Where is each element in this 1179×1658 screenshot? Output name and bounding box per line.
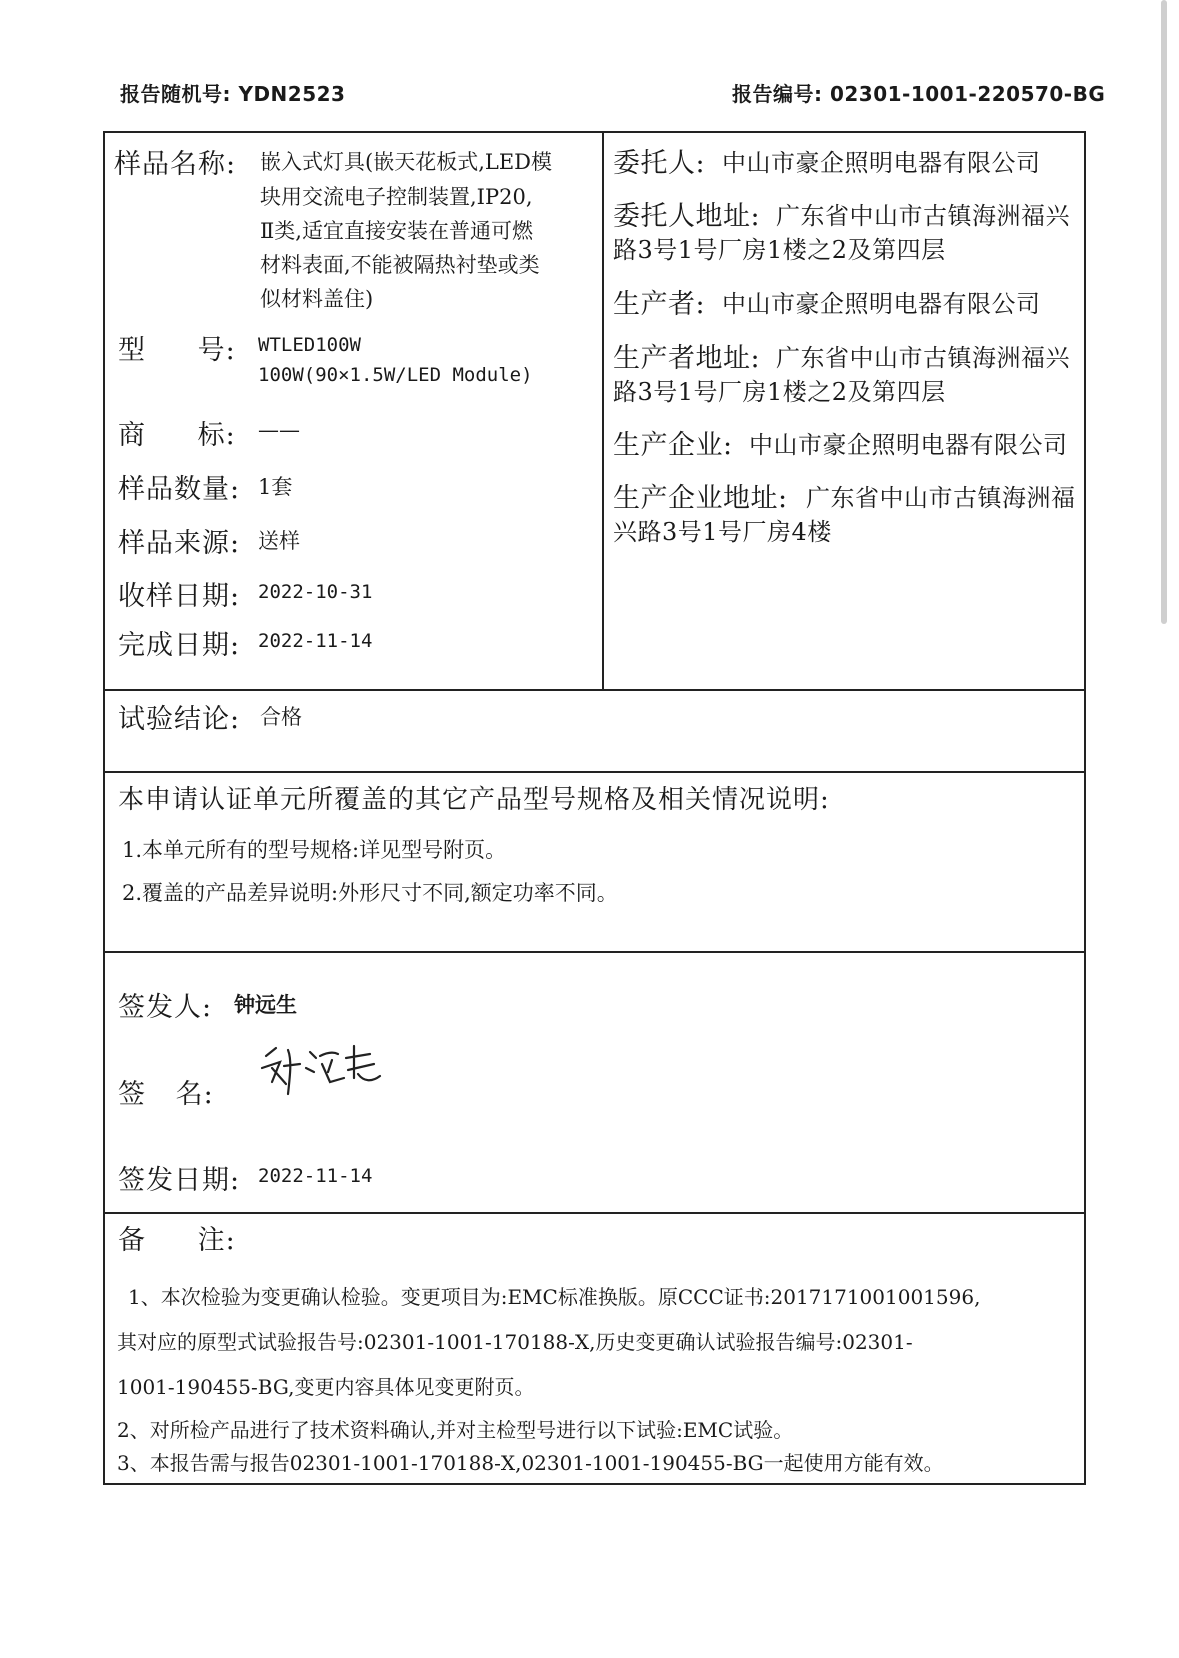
sample-name-line: 似材料盖住) xyxy=(260,287,374,311)
client-address-label: 委托人地址: xyxy=(613,201,761,232)
coverage-title: 本申请认证单元所覆盖的其它产品型号规格及相关情况说明: xyxy=(118,785,830,815)
row-divider xyxy=(103,771,1084,773)
conclusion-value: 合格 xyxy=(260,705,302,729)
model-line: WTLED100W xyxy=(258,334,361,356)
factory-address-label: 生产企业地址: xyxy=(613,483,788,514)
report-number xyxy=(732,78,1105,107)
quantity-value: 1套 xyxy=(258,475,293,499)
handwritten-signature xyxy=(258,1038,388,1098)
model-line: 100W(90×1.5W/LED Module) xyxy=(258,364,533,386)
remark-line: 3、本报告需与报告02301-1001-170188-X,02301-1001-190455-BG一起使用方能有效。 xyxy=(117,1451,944,1475)
model-label: 型 号: xyxy=(118,335,236,366)
issuer-value: 钟远生 xyxy=(234,993,297,1017)
sample-name-line: 材料表面,不能被隔热衬垫或类 xyxy=(260,253,540,277)
factory-label: 生产企业: xyxy=(613,430,733,461)
client-address-line: 广东省中山市古镇海洲福兴 xyxy=(776,202,1070,230)
producer-address-line: 路3号1号厂房1楼之2及第四层 xyxy=(613,378,946,406)
factory-value: 中山市豪企照明电器有限公司 xyxy=(749,431,1068,459)
client-label: 委托人: xyxy=(613,148,706,179)
producer-value: 中山市豪企照明电器有限公司 xyxy=(722,290,1041,318)
producer-label: 生产者: xyxy=(613,289,706,320)
scrollbar[interactable] xyxy=(1161,0,1167,624)
remarks-label: 备 注: xyxy=(118,1225,236,1256)
report-number-label: 报告编号: xyxy=(732,82,823,106)
factory-address-line: 兴路3号1号厂房4楼 xyxy=(613,518,832,546)
source-label: 样品来源: xyxy=(118,528,241,559)
sample-name-line: 块用交流电子控制装置,IP20, xyxy=(260,185,533,209)
trademark-label: 商 标: xyxy=(118,420,236,451)
random-number-value: YDN2523 xyxy=(238,82,346,106)
sample-name-line: Ⅱ类,适宜直接安装在普通可燃 xyxy=(260,219,533,243)
factory-address-line: 广东省中山市古镇海洲福 xyxy=(806,484,1076,512)
sample-name-line: 嵌入式灯具(嵌天花板式,LED模 xyxy=(260,150,552,174)
completed-date-label: 完成日期: xyxy=(118,630,241,661)
remark-line: 其对应的原型式试验报告号:02301-1001-170188-X,历史变更确认试验报告编号:02301- xyxy=(117,1330,913,1354)
sample-name-label: 样品名称: xyxy=(114,149,237,180)
row-divider xyxy=(103,1212,1084,1214)
coverage-item: 1.本单元所有的型号规格:详见型号附页。 xyxy=(122,838,507,862)
client-address-line: 路3号1号厂房1楼之2及第四层 xyxy=(613,236,946,264)
remark-line: 1、本次检验为变更确认检验。变更项目为:EMC标准换版。原CCC证书:2017171001001596, xyxy=(128,1285,981,1309)
trademark-value: —— xyxy=(258,418,300,442)
completed-date-value: 2022-11-14 xyxy=(258,630,373,652)
received-date-value: 2022-10-31 xyxy=(258,581,373,603)
issuer-label: 签发人: xyxy=(118,992,213,1023)
conclusion-label: 试验结论: xyxy=(118,704,241,735)
column-divider xyxy=(602,131,604,689)
report-number-value: 02301-1001-220570-BG xyxy=(829,82,1106,106)
source-value: 送样 xyxy=(258,529,300,553)
received-date-label: 收样日期: xyxy=(118,581,241,612)
issue-date-label: 签发日期: xyxy=(118,1165,241,1196)
remark-line: 2、对所检产品进行了技术资料确认,并对主检型号进行以下试验:EMC试验。 xyxy=(117,1418,794,1442)
coverage-item: 2.覆盖的产品差异说明:外形尺寸不同,额定功率不同。 xyxy=(122,881,618,905)
row-divider xyxy=(103,951,1084,953)
random-number xyxy=(120,78,345,107)
remark-line: 1001-190455-BG,变更内容具体见变更附页。 xyxy=(117,1375,535,1399)
producer-address-label: 生产者地址: xyxy=(613,343,761,374)
producer-address-line: 广东省中山市古镇海洲福兴 xyxy=(776,344,1070,372)
signature-label: 签 名: xyxy=(118,1079,214,1110)
client-value: 中山市豪企照明电器有限公司 xyxy=(722,149,1041,177)
quantity-label: 样品数量: xyxy=(118,474,241,505)
row-divider xyxy=(103,689,1084,691)
random-number-label: 报告随机号: xyxy=(120,82,231,106)
issue-date-value: 2022-11-14 xyxy=(258,1165,373,1187)
